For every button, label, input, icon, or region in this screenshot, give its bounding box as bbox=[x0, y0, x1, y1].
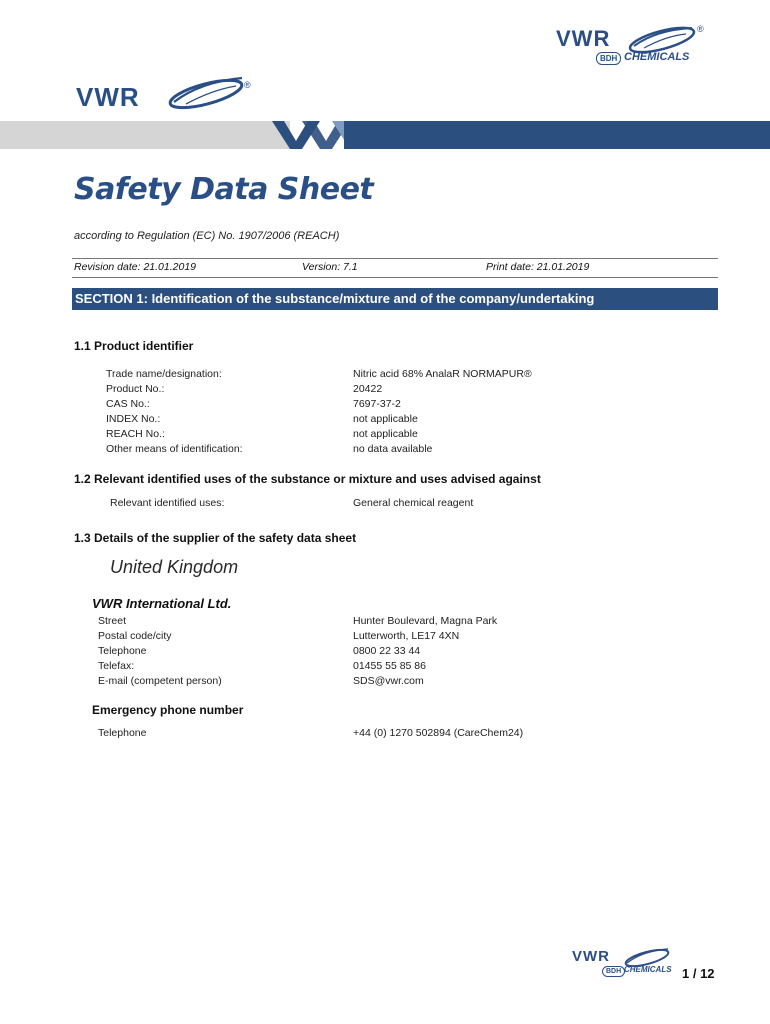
page-number: 1 / 12 bbox=[682, 966, 715, 981]
table-row-label: REACH No.: bbox=[106, 428, 165, 440]
table-row-value: 01455 55 85 86 bbox=[353, 660, 426, 672]
section-1-3-heading: 1.3 Details of the supplier of the safety data sheet bbox=[74, 531, 357, 545]
document-title: Safety Data Sheet bbox=[74, 172, 374, 207]
table-row-value: 20422 bbox=[353, 383, 383, 395]
table-row-value: 7697-37-2 bbox=[353, 398, 401, 410]
top-brand-logo bbox=[556, 24, 706, 66]
email-link[interactable]: SDS@vwr.com bbox=[353, 675, 424, 687]
chemicals-text: CHEMICALS bbox=[624, 51, 690, 63]
table-row-value: no data available bbox=[353, 443, 433, 455]
table-row-value: Lutterworth, LE17 4XN bbox=[353, 630, 460, 642]
table-row-label: Trade name/designation: bbox=[106, 368, 222, 380]
footer-brand-logo bbox=[572, 946, 676, 980]
table-row-value: Hunter Boulevard, Magna Park bbox=[353, 615, 498, 627]
section-1-2-heading: 1.2 Relevant identified uses of the substance or mixture and uses advised against bbox=[74, 472, 541, 486]
registered-mark: ® bbox=[697, 24, 704, 34]
registered-mark: ® bbox=[244, 80, 251, 90]
emergency-phone-value: +44 (0) 1270 502894 (CareChem24) bbox=[353, 727, 524, 739]
table-row-label: Telefax: bbox=[98, 660, 135, 672]
banner-grey-band bbox=[0, 121, 290, 149]
main-brand-logo bbox=[76, 74, 256, 114]
footer-brand-text: VWR bbox=[572, 948, 610, 965]
relevant-uses-label: Relevant identified uses: bbox=[110, 497, 225, 509]
version: Version: 7.1 bbox=[302, 261, 358, 273]
table-row-label: Other means of identification: bbox=[106, 443, 243, 455]
section-1-1-heading: 1.1 Product identifier bbox=[74, 339, 194, 353]
revision-info-row bbox=[72, 258, 718, 278]
table-row-value: Nitric acid 68% AnalaR NORMAPUR® bbox=[353, 368, 532, 380]
table-row-label: Telephone bbox=[98, 645, 147, 657]
table-row-label: INDEX No.: bbox=[106, 413, 161, 425]
company-name: VWR International Ltd. bbox=[92, 596, 232, 611]
table-row-value: 0800 22 33 44 bbox=[353, 645, 421, 657]
table-row-label: CAS No.: bbox=[106, 398, 150, 410]
revision-date: Revision date: 21.01.2019 bbox=[74, 261, 197, 273]
country-heading: United Kingdom bbox=[110, 557, 239, 577]
table-row-label: E-mail (competent person) bbox=[98, 675, 222, 687]
table-row-value: not applicable bbox=[353, 413, 418, 425]
vwr-swoosh-icon bbox=[166, 74, 248, 110]
print-date: Print date: 21.01.2019 bbox=[486, 261, 590, 273]
emergency-phone-label: Telephone bbox=[98, 727, 147, 739]
document-subtitle: according to Regulation (EC) No. 1907/2006 (REACH) bbox=[74, 230, 340, 242]
banner-blue-band bbox=[344, 121, 770, 149]
bdh-badge: BDH bbox=[602, 966, 625, 977]
table-row-label: Street bbox=[98, 615, 127, 627]
table-row-label: Product No.: bbox=[106, 383, 165, 395]
chemicals-text: CHEMICALS bbox=[624, 965, 672, 974]
table-row-value: not applicable bbox=[353, 428, 418, 440]
top-brand-text: VWR bbox=[556, 26, 611, 51]
main-brand-text: VWR bbox=[76, 82, 140, 112]
vwr-swoosh-icon bbox=[626, 24, 698, 54]
table-row-label: Postal code/city bbox=[98, 630, 172, 642]
section-1-heading: SECTION 1: Identification of the substance/mixture and of the company/undertaking bbox=[72, 288, 718, 310]
emergency-heading: Emergency phone number bbox=[92, 703, 244, 717]
relevant-uses-value: General chemical reagent bbox=[353, 497, 474, 509]
bdh-badge: BDH bbox=[596, 52, 621, 65]
